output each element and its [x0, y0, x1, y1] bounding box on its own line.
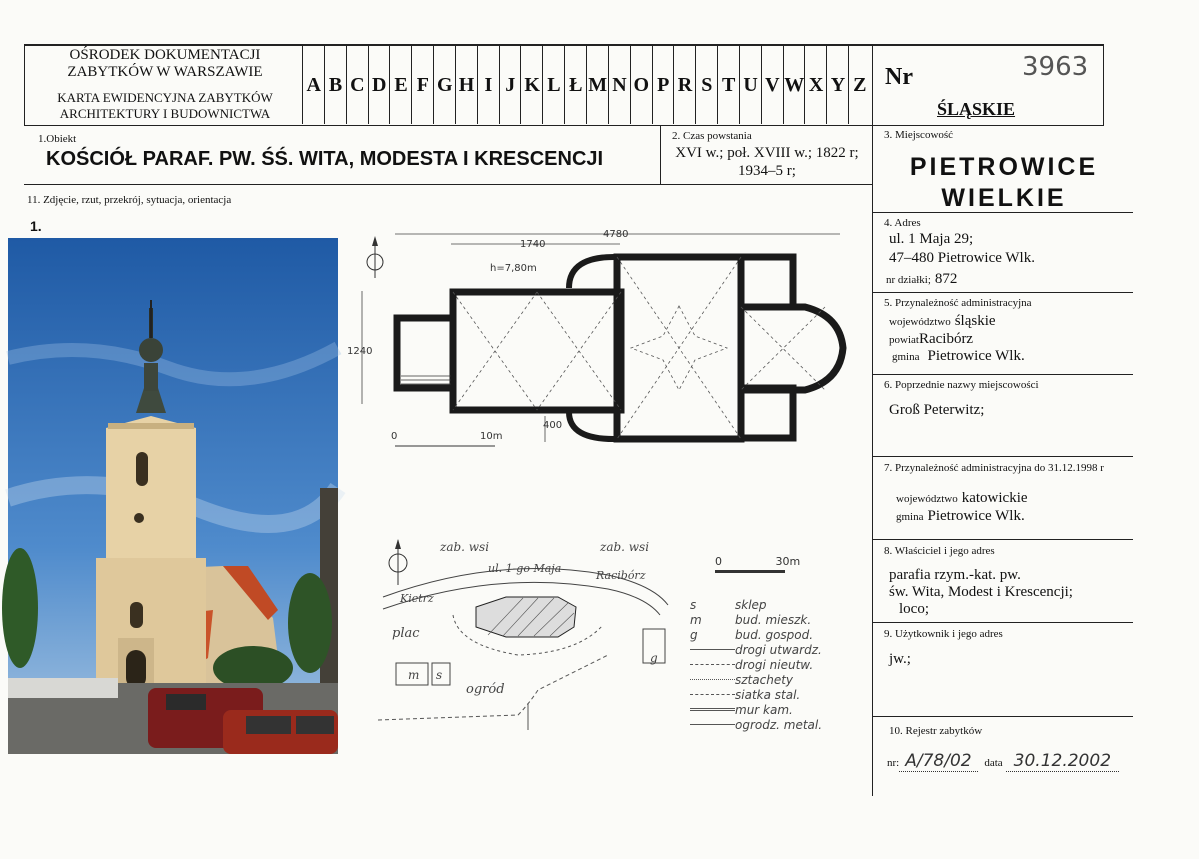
time-label: 2. Czas powstania	[672, 130, 752, 142]
place-label: 3. Miejscowość	[884, 129, 954, 141]
letter: V	[761, 46, 783, 124]
site-m: m	[408, 668, 420, 682]
letter: X	[804, 46, 826, 124]
admin-old-gmina: gmina Pietrowice Wlk.	[896, 508, 1025, 524]
zab-wsi-left: zab. wsi	[440, 540, 490, 554]
legend-item: siatka stal.	[690, 688, 822, 703]
admin-pow: powiatRacibórz	[889, 331, 974, 347]
letter: Y	[826, 46, 848, 124]
letter: R	[673, 46, 695, 124]
letter: U	[739, 46, 761, 124]
address-line2: 47–480 Pietrowice Wlk.	[889, 250, 1035, 266]
dim-total: 4780	[603, 229, 629, 240]
legend-item: m bud. mieszk.	[690, 613, 812, 627]
legend-item: drogi utwardz.	[690, 643, 822, 658]
letter: M	[586, 46, 608, 124]
legend-item: sztachety	[690, 673, 822, 688]
letter: F	[411, 46, 433, 124]
photo-number: 1.	[30, 218, 42, 234]
letter: A	[302, 46, 324, 124]
object-label: 1.Obiekt	[38, 133, 77, 145]
dim-small: 400	[543, 420, 563, 431]
floor-plan	[347, 226, 855, 451]
letter: G	[433, 46, 455, 124]
site-s: s	[436, 668, 443, 682]
site-scale: 0 30m	[715, 555, 800, 573]
user-value: jw.;	[889, 651, 911, 667]
site-legend	[690, 598, 822, 733]
letter: T	[717, 46, 739, 124]
church-photo	[8, 238, 338, 754]
letter: Z	[848, 46, 870, 124]
photos-label: 11. Zdjęcie, rzut, przekrój, sytuacja, orientacja	[27, 194, 232, 206]
letter: W	[783, 46, 805, 124]
plan-height: h=7,80m	[490, 263, 537, 274]
nr-value: 3963	[1022, 52, 1089, 82]
letter: D	[368, 46, 390, 124]
street-name: ul. 1-go Maja	[488, 562, 562, 575]
dim-width: 1240	[347, 346, 373, 357]
object-name: KOŚCIÓŁ PARAF. PW. ŚŚ. WITA, MODESTA I KRESCENCJI	[46, 148, 604, 170]
raciborz-label: Racibórz	[596, 569, 646, 582]
dim-nave: 1740	[520, 239, 546, 250]
plot: nr działki; 872	[886, 271, 958, 287]
letter: B	[324, 46, 346, 124]
legend-item: drogi nieutw.	[690, 658, 822, 673]
letter: P	[652, 46, 674, 124]
place-name: PIETROWICE WIELKIE	[909, 153, 1099, 212]
site-g: g	[650, 651, 658, 665]
owner-label: 8. Właściciel i jego adres	[884, 545, 995, 557]
admin-gmina: gmina Pietrowice Wlk.	[892, 348, 1025, 364]
prev-names-value: Groß Peterwitz;	[889, 402, 985, 418]
admin-old-label: 7. Przynależność administracyjna do 31.12.1998 r	[884, 462, 1104, 474]
letter: C	[346, 46, 368, 124]
plan-scale-start: 0	[391, 431, 398, 442]
letter: H	[455, 46, 477, 124]
kietrz-label: Kietrz	[400, 592, 434, 605]
letter: K	[520, 46, 542, 124]
admin-woj: województwo śląskie	[889, 313, 996, 329]
legend-item: g bud. gospod.	[690, 628, 814, 642]
plan-scale-end: 10m	[480, 431, 503, 442]
letter: Ł	[564, 46, 586, 124]
letter: S	[695, 46, 717, 124]
org-title: OŚRODEK DOKUMENTACJI ZABYTKÓW W WARSZAWIE	[67, 47, 263, 80]
card-title: KARTA EWIDENCYJNA ZABYTKÓW ARCHITEKTURY I BUDOWNICTWA	[57, 90, 273, 121]
letter: E	[389, 46, 411, 124]
legend-item: mur kam.	[690, 703, 822, 718]
address-label: 4. Adres	[884, 217, 921, 229]
time-value: XVI w.; poł. XVIII w.; 1822 r; 1934–5 r;	[675, 145, 859, 179]
legend-item: ogrodz. metal.	[690, 718, 822, 733]
user-label: 9. Użytkownik i jego adres	[884, 628, 1003, 640]
site-plan	[378, 535, 678, 730]
letter: I	[477, 46, 499, 124]
prev-names-label: 6. Poprzednie nazwy miejscowości	[884, 379, 1039, 391]
address-line1: ul. 1 Maja 29;	[889, 231, 974, 247]
ogrod-label: ogród	[466, 682, 505, 697]
legend-item: s sklep	[690, 598, 767, 612]
letter: N	[608, 46, 630, 124]
plac-label: plac	[392, 626, 420, 641]
owner-value: parafia rzym.-kat. pw. św. Wita, Modest i Krescencji; loco;	[889, 567, 1073, 617]
letter: O	[630, 46, 652, 124]
letter: L	[542, 46, 564, 124]
admin-label: 5. Przynależność administracyjna	[884, 297, 1032, 309]
register-values: nr: A/78/02 data 30.12.2002	[887, 751, 1119, 771]
register-label: 10. Rejestr zabytków	[889, 725, 983, 737]
admin-old-woj: województwo katowickie	[896, 490, 1028, 506]
region: ŚLĄSKIE	[937, 99, 1016, 119]
nr-label: Nr	[885, 64, 913, 90]
zab-wsi-right: zab. wsi	[600, 540, 650, 554]
letter: J	[499, 46, 521, 124]
index-letters	[302, 46, 870, 124]
